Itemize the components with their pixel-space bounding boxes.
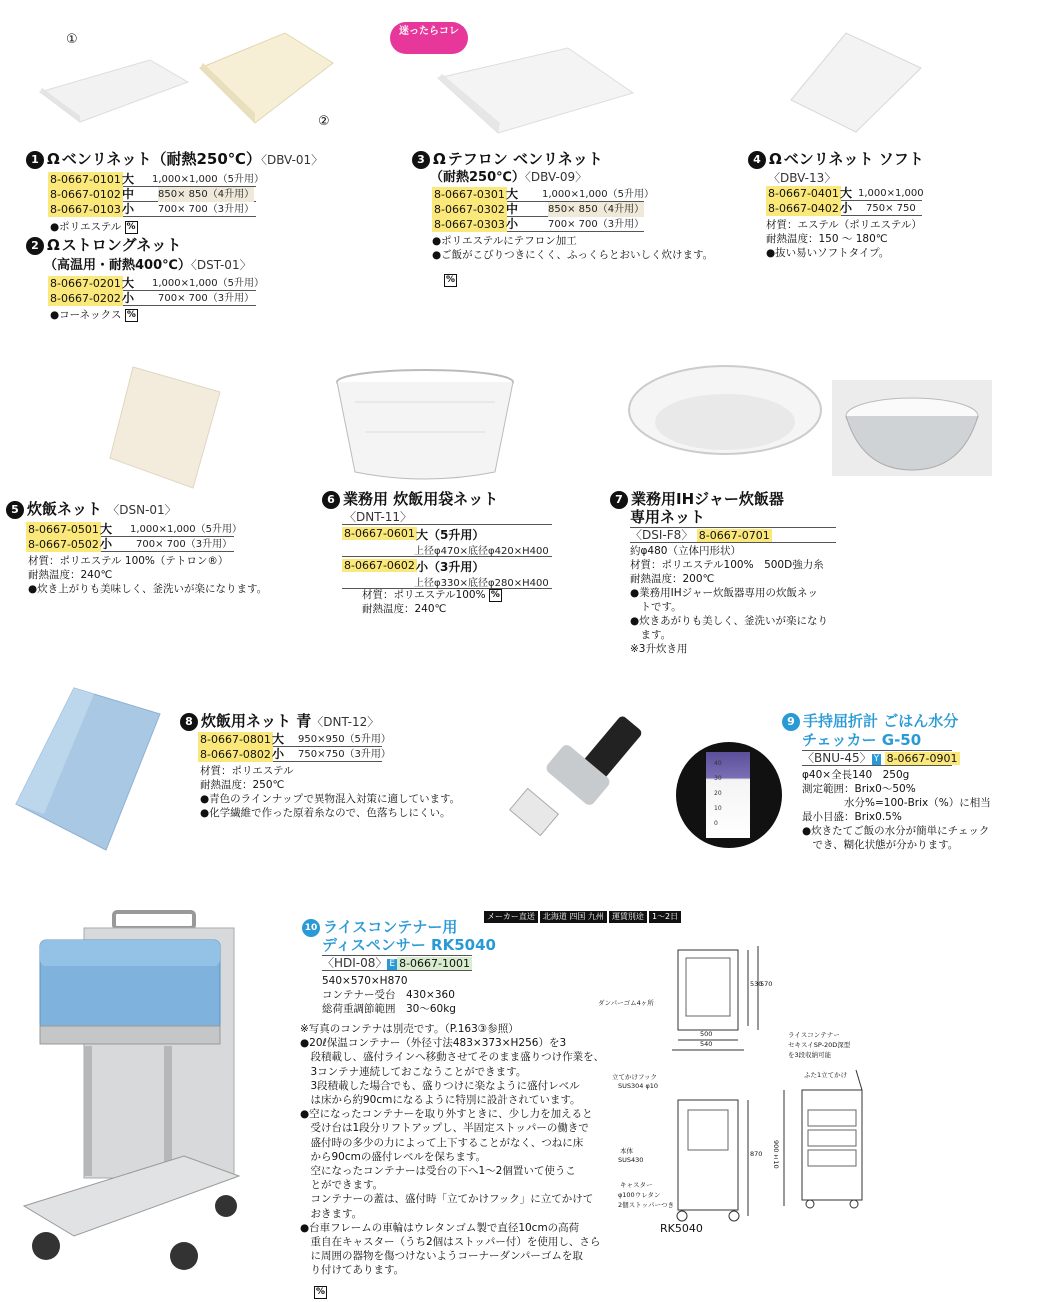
- note-line: 材質：ポリエステル: [200, 765, 294, 777]
- p6-title: [322, 490, 498, 509]
- table-row: [26, 537, 234, 552]
- table-row: [766, 201, 922, 216]
- p6-model: 〈DNT-11〉: [344, 510, 413, 524]
- p7-image-ih-net: [625, 360, 825, 460]
- p10-tags: [484, 906, 683, 925]
- p10-title: [302, 918, 457, 937]
- p1-marker1: ①: [66, 32, 78, 47]
- p8-title-text: 炊飯用ネット 青: [201, 712, 312, 730]
- p3-icon-wrap: [444, 270, 457, 289]
- note-line: ます。: [630, 629, 672, 641]
- table-row: [48, 291, 256, 306]
- note-line: り付けてあります。: [300, 1264, 405, 1277]
- note-line: 材質：ポリエステル 100%（テトロン®）: [28, 555, 229, 567]
- p10-icon-wrap: [314, 1282, 327, 1301]
- p10-number: 10: [302, 919, 320, 937]
- p3-table: [432, 187, 654, 232]
- code: 8-0667-0602: [344, 559, 415, 572]
- note-line: は床から約90cmになるように特別に設計されています。: [300, 1094, 581, 1107]
- p1-note: [50, 220, 138, 234]
- p10-notes: [300, 1022, 604, 1278]
- p7-image-pot: [832, 380, 992, 476]
- p1-title-text: ベンリネット（耐熱250℃）: [61, 150, 261, 168]
- dim-540: 540: [700, 1040, 713, 1048]
- spec-line: 総荷重調節範囲 30～60kg: [322, 1003, 456, 1015]
- p2-model: 〈DST-01〉: [190, 258, 252, 272]
- p8-table: [198, 732, 391, 762]
- p3-image-teflon-net: [428, 38, 638, 138]
- dimension: 850× 850（4升用）: [158, 189, 255, 200]
- p9-scale-view: [676, 742, 782, 848]
- scale-field: [706, 752, 750, 838]
- p2-table: [48, 276, 264, 306]
- table-row: [342, 557, 552, 589]
- side-label-1: ライスコンテナー: [788, 1031, 840, 1039]
- spec-line: 540×570×H870: [322, 975, 408, 987]
- dimension: 上径φ330×底径φ280×H400: [414, 578, 549, 589]
- p9-title2: チェッカー G-50: [802, 731, 922, 749]
- p4-omega-icon: Ω: [769, 150, 782, 168]
- size: 小: [100, 537, 113, 551]
- p8-title: [180, 712, 379, 732]
- dimension: 850× 850（4升用）: [548, 204, 645, 215]
- p9-title: [782, 712, 958, 731]
- table-row: [432, 187, 654, 202]
- percent-icon: %: [126, 309, 136, 320]
- p7-number: 7: [610, 491, 628, 509]
- note-line: 重自在キャスター（うち2個はストッパー付）を使用し、さら: [300, 1236, 601, 1249]
- code: 8-0667-0103: [50, 203, 121, 216]
- dimension: 750× 750: [866, 203, 916, 214]
- p2-subtitle-text: （高温用・耐熱400℃）: [44, 258, 191, 273]
- note-line: ●20ℓ保温コンテナー（外径寸法483×373×H256）を3: [300, 1037, 567, 1050]
- code: 8-0667-0401: [768, 187, 839, 200]
- size: 大: [122, 172, 135, 186]
- note-line: 空になったコンテナーは受台の下へ1～2個置いて使うこ: [300, 1165, 576, 1178]
- p9-badge: Y: [873, 753, 880, 764]
- table-row: [432, 202, 644, 217]
- label-hook: 立てかけフック: [612, 1073, 658, 1081]
- p8-notes: [200, 764, 460, 820]
- note-line: 段積載し、盛付ラインへ移動させてそのまま盛りつけ作業を、: [300, 1051, 605, 1064]
- dim-870: 870: [750, 1150, 763, 1158]
- p6-title-text: 業務用 炊飯用袋ネット: [343, 490, 499, 508]
- p10-model: 〈HDI-08〉: [322, 956, 388, 970]
- percent-icon: %: [445, 275, 456, 285]
- p7-title2: 専用ネット: [630, 508, 706, 526]
- p4-image-soft-net: [776, 28, 926, 136]
- dim-500: 500: [700, 1030, 713, 1038]
- dimension: 1,000×1,000（5升用）: [542, 189, 654, 200]
- code: 8-0667-0102: [50, 188, 121, 201]
- dim-900: 900±10: [772, 1140, 780, 1169]
- dimension: 700× 700（3升用）: [158, 204, 255, 215]
- p9-title-text: 手持屈折計 ごはん水分: [803, 712, 959, 730]
- table-row: [48, 172, 264, 187]
- note-line: でき、糊化状態が分かります。: [802, 839, 959, 851]
- note-line: ●業務用IHジャー炊飯器専用の炊飯ネッ: [630, 587, 818, 599]
- p9-image-refractometer: [508, 708, 678, 838]
- p6-image-bag-net: [325, 362, 525, 486]
- code: 8-0667-0802: [200, 748, 271, 761]
- p10-code-row: [322, 955, 472, 971]
- p8-image-blue-net: [14, 684, 162, 854]
- code: 8-0667-0201: [50, 277, 121, 290]
- note-line: 3段積載した場合でも、盛りつけに楽なように盛付レベル: [300, 1079, 580, 1092]
- note-line: ※写真のコンテナは別売です。（P.163③参照）: [300, 1023, 519, 1035]
- p9-notes: [802, 768, 991, 852]
- size: 大: [122, 276, 135, 290]
- table-row: [26, 522, 242, 537]
- dimension: 上径φ470×底径φ420×H400: [414, 546, 549, 557]
- p1-number: 1: [26, 151, 44, 169]
- scale-label: 30: [714, 775, 722, 782]
- p4-table: [766, 186, 922, 216]
- note-line: 耐熱温度：150 ～ 180℃: [766, 233, 888, 245]
- code: 8-0667-0302: [434, 203, 505, 216]
- caster-spec2: 2個ストッパーつき: [618, 1201, 674, 1209]
- p3-number: 3: [412, 151, 430, 169]
- p5-title-text: 炊飯ネット: [27, 500, 103, 518]
- code: 8-0667-0301: [434, 188, 505, 201]
- p7-title: [610, 490, 784, 509]
- p3-notes: [432, 234, 713, 262]
- side-label-3: を3段収納可能: [788, 1051, 832, 1059]
- note-line: トです。: [630, 601, 682, 613]
- size: 大（5升用）: [416, 528, 485, 542]
- dimension: 1,000×1,000（5升用）: [130, 524, 242, 535]
- note-line: 最小目盛：Brix0.5%: [802, 811, 902, 823]
- dimension: 700× 700（3升用）: [158, 293, 255, 304]
- p10-code: 8-0667-1001: [399, 957, 471, 970]
- p4-title-text: ベンリネット ソフト: [783, 150, 924, 168]
- note-line: 材質：ポリエステル100% 500D強力糸: [630, 559, 824, 571]
- p1-omega-icon: Ω: [47, 150, 60, 168]
- p9-code-row: [802, 750, 958, 766]
- spec-line: コンテナー受台 430×360: [322, 989, 455, 1001]
- p2-title-text: ストロングネット: [61, 236, 182, 254]
- dimension: 1,000×1,000（5升用）: [152, 278, 264, 289]
- p10-title2: ディスペンサー RK5040: [322, 936, 496, 954]
- size: 小: [506, 217, 519, 231]
- note-line: φ40×全長140 250g: [802, 769, 910, 781]
- size: 大: [840, 186, 853, 200]
- p8-number: 8: [180, 713, 198, 731]
- note-line: おきます。: [300, 1207, 363, 1220]
- p6-notes: [362, 588, 502, 616]
- tag: 北海道 四国 九州: [540, 911, 607, 923]
- p8-model: 〈DNT-12〉: [311, 715, 380, 729]
- size: 大: [100, 522, 113, 536]
- p7-title-text: 業務用IHジャー炊飯器: [631, 490, 784, 508]
- percent-icon: %: [490, 589, 500, 600]
- note-line: から90cmの盛付レベルを保ちます。: [300, 1150, 487, 1163]
- size: 小: [840, 201, 853, 215]
- dim-530: 530: [750, 980, 763, 988]
- p3-model: 〈DBV-09〉: [524, 170, 588, 184]
- note-line: 盛付時の多少の力によって上下することがなく、つねに床: [300, 1136, 584, 1149]
- p3-title-text: テフロン ベンリネット: [447, 150, 603, 168]
- percent-icon: %: [126, 221, 136, 232]
- table-row: [198, 747, 391, 762]
- p5-model: 〈DSN-01〉: [107, 503, 177, 517]
- p5-image-cream-net: [105, 362, 223, 492]
- note-line: ※3升炊き用: [630, 643, 688, 655]
- note-line: ●台車フレームの車輪はウレタンゴム製で直径10cmの高荷: [300, 1221, 580, 1234]
- code: 8-0667-0801: [200, 733, 271, 746]
- p6-number: 6: [322, 491, 340, 509]
- note-line: ●ご飯がこびりつきにくく、ふっくらとおいしく炊けます。: [432, 249, 714, 261]
- note-line: 耐熱温度：240℃: [362, 603, 447, 615]
- dimension: 750×750（3升用）: [298, 749, 391, 760]
- size: 大: [506, 187, 519, 201]
- scale-label: 10: [714, 805, 722, 812]
- label-body: 本体: [620, 1147, 633, 1155]
- scale-label: 0: [714, 820, 718, 827]
- note-line: ●炊きあがりも美しく、釜洗いが楽になり: [630, 615, 828, 627]
- p5-title: [6, 500, 177, 520]
- dimension: 700× 700（3升用）: [136, 539, 233, 550]
- p5-notes: [28, 554, 267, 596]
- body-material: SUS430: [618, 1156, 644, 1164]
- p1-image-white-net: [30, 42, 190, 124]
- tag: 運賃別途: [609, 911, 647, 923]
- material-note: ●コーネックス: [50, 309, 122, 321]
- note-line: とができます。: [300, 1179, 384, 1192]
- p1-marker2: ②: [318, 114, 330, 129]
- p2-omega-icon: Ω: [47, 236, 60, 254]
- size: 小: [272, 747, 285, 761]
- p3-badge-text: 迷ったらコレ: [399, 26, 459, 37]
- note-line: ●化学繊維で作った原着糸なので、色落ちしにくい。: [200, 807, 451, 819]
- scale-label: 20: [714, 790, 722, 797]
- p1-table: [48, 172, 264, 217]
- note-line: 水分%=100-Brix（%）に相当: [802, 797, 991, 809]
- p1-title: [26, 150, 323, 170]
- size: 小（3升用）: [416, 560, 485, 574]
- side-label-4: ふた1立てかけ: [804, 1071, 848, 1079]
- size: 大: [272, 732, 285, 746]
- p7-code-row: [630, 527, 836, 543]
- p4-number: 4: [748, 151, 766, 169]
- dimension: 700× 700（3升用）: [548, 219, 645, 230]
- note-line: ●炊きたてご飯の水分が簡単にチェック: [802, 825, 990, 837]
- p6-table: [342, 524, 552, 589]
- note-line: コンテナーの蓋は、盛付時「立てかけフック」に立てかけて: [300, 1193, 594, 1206]
- p2-title: [26, 236, 181, 255]
- scale-label: 40: [714, 760, 722, 767]
- p3-subtitle: [430, 168, 587, 187]
- p10-specs: [322, 974, 456, 1016]
- note-line: に周囲の器物を傷つけないようコーナーダンパーゴムを取: [300, 1250, 583, 1263]
- p9-model: 〈BNU-45〉: [802, 751, 872, 765]
- note-line: 約φ480（立体円形状）: [630, 545, 741, 557]
- table-row: [198, 732, 391, 747]
- p10-image-dispenser: [14, 906, 254, 1282]
- table-row: [432, 217, 644, 232]
- p10-title-text: ライスコンテナー用: [323, 918, 458, 936]
- p1-model: 〈DBV-01〉: [260, 153, 324, 167]
- note-line: 材質：エステル（ポリエステル）: [766, 219, 922, 231]
- p5-number: 5: [6, 501, 24, 519]
- side-label-2: セキスイSP-20D深型: [788, 1041, 851, 1049]
- label-damper: ダンパーゴム4ヶ所: [598, 999, 654, 1007]
- note-line: 材質：ポリエステル100%: [362, 589, 486, 601]
- code: 8-0667-0502: [28, 538, 99, 551]
- tag: メーカー直送: [484, 911, 538, 923]
- size: 中: [122, 187, 135, 201]
- note-line: 測定範囲：Brix0～50%: [802, 783, 916, 795]
- material-note: ●ポリエステル: [50, 221, 122, 233]
- code: 8-0667-0402: [768, 202, 839, 215]
- dimension: 1,000×1,000: [858, 188, 924, 199]
- size: 中: [506, 202, 519, 216]
- p2-subtitle: [44, 256, 252, 275]
- caster-spec1: φ100ウレタン: [618, 1191, 661, 1199]
- table-row: [342, 525, 552, 557]
- percent-icon: %: [315, 1287, 326, 1297]
- note-line: 耐熱温度：240℃: [28, 569, 113, 581]
- p10-technical-drawing: [598, 940, 898, 1240]
- table-row: [48, 187, 256, 202]
- p9-code: 8-0667-0901: [886, 752, 958, 765]
- p10-badge: E: [389, 958, 396, 969]
- note-line: ●空になったコンテナーを取り外すときに、少し力を加えると: [300, 1108, 593, 1121]
- p9-number: 9: [782, 713, 800, 731]
- dimension: 950×950（5升用）: [298, 734, 391, 745]
- tag: 1～2日: [649, 911, 681, 923]
- table-row: [48, 276, 264, 291]
- hook-material: SUS304 φ10: [618, 1082, 659, 1090]
- dim-570: 570: [760, 980, 773, 988]
- p7-notes: [630, 544, 828, 656]
- p5-table: [26, 522, 242, 552]
- note-line: ●青色のラインナップで異物混入対策に適しています。: [200, 793, 461, 805]
- note-line: 耐熱温度：200℃: [630, 573, 715, 585]
- note-line: ●抜い易いソフトタイプ。: [766, 247, 890, 259]
- p3-subtitle-text: （耐熱250℃）: [430, 170, 525, 185]
- note-line: ●ポリエステルにテフロン加工: [432, 235, 577, 247]
- p7-model: 〈DSI-F8〉: [630, 528, 694, 542]
- p4-title: [748, 150, 924, 169]
- code: 8-0667-0202: [50, 292, 121, 305]
- p4-model: 〈DBV-13〉: [768, 171, 837, 185]
- p1-image-cream-net: [195, 28, 335, 128]
- code: 8-0667-0601: [344, 527, 415, 540]
- code: 8-0667-0303: [434, 218, 505, 231]
- p3-title: [412, 150, 603, 169]
- note-line: ●炊き上がりも美味しく、釜洗いが楽になります。: [28, 583, 268, 595]
- size: 小: [122, 291, 135, 305]
- code: 8-0667-0101: [50, 173, 121, 186]
- p7-code: 8-0667-0701: [698, 529, 770, 542]
- p3-omega-icon: Ω: [433, 150, 446, 168]
- code: 8-0667-0501: [28, 523, 99, 536]
- table-row: [48, 202, 256, 217]
- p2-note: [50, 308, 138, 322]
- dimension: 1,000×1,000（5升用）: [152, 174, 264, 185]
- label-caster: キャスター: [620, 1181, 653, 1189]
- p4-notes: [766, 218, 922, 260]
- p2-number: 2: [26, 237, 44, 255]
- note-line: 受け台は1段分リフトアップし、半固定ストッパーの働きで: [300, 1122, 589, 1135]
- scale-labels: [714, 756, 722, 831]
- table-row: [766, 186, 922, 201]
- note-line: 3コンテナ連続しておこなうことができます。: [300, 1065, 527, 1078]
- size: 小: [122, 202, 135, 216]
- drawing-caption: RK5040: [660, 1222, 703, 1235]
- note-line: 耐熱温度：250℃: [200, 779, 285, 791]
